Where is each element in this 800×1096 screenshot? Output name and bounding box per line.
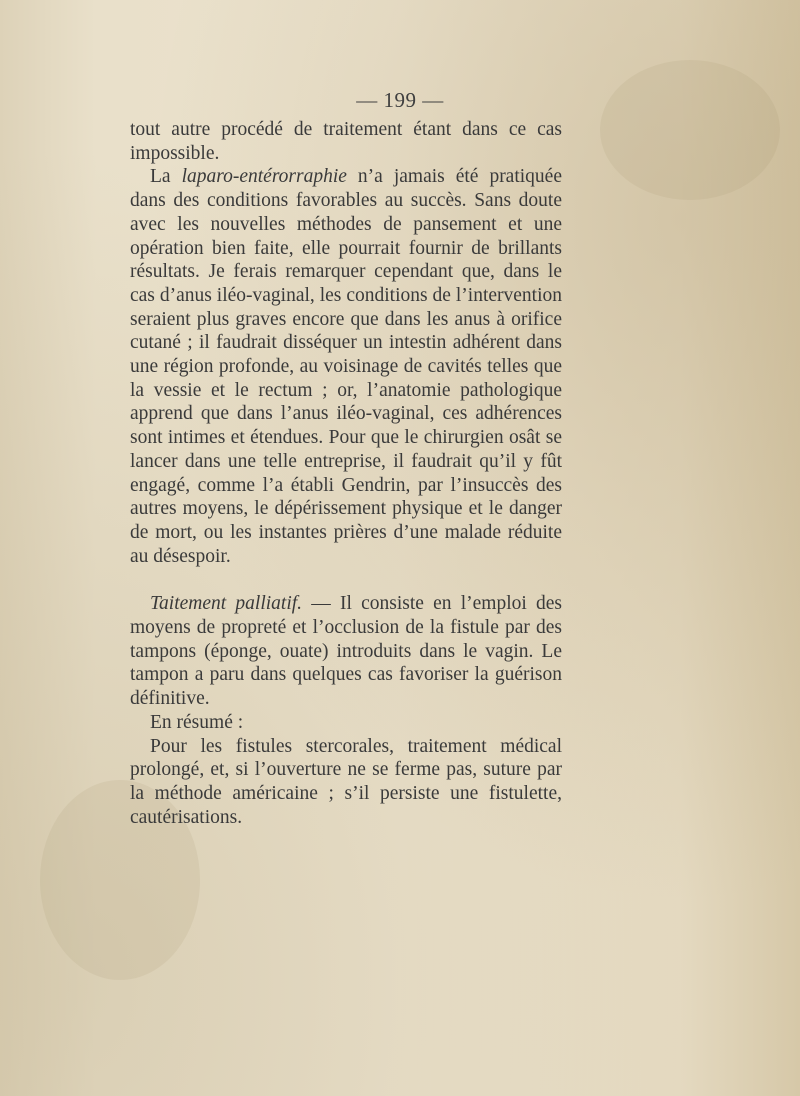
text-segment: En résumé :	[150, 711, 244, 733]
paragraph-gap	[130, 568, 562, 592]
text-segment: Pour les fistules stercorales, traitement médical prolongé, et, si l’ouverture ne se ferme pas, suture par la méthode américaine ; s’il persiste une fistulette, cautérisations.	[130, 735, 562, 828]
paragraph	[130, 592, 562, 711]
paragraph	[130, 711, 562, 735]
paragraph	[130, 735, 562, 830]
text-segment: — Il consiste en l’emploi des moyens de propreté et l’occlusion de la fistule par des tampons (éponge, ouate) introduits dans le vagin. Le tampon a paru dans quelques cas favoriser la guérison définitive.	[130, 593, 562, 710]
page-number: — 199 —	[356, 88, 444, 112]
text-segment: n’a jamais été pratiquée dans des conditions favorables au succès. Sans doute avec les nouvelles méthodes de pansement et une opération bien faite, elle pourrait fournir de brillants résultats. Je ferais remarquer cependant que, dans le cas d’anus iléo-vaginal, les conditions de l’intervention seraient plus graves encore que dans les anus à orifice cutané ; il faudrait disséquer un intestin adhérent dans une région profonde, au voisinage de cavités telles que la vessie et le rectum ; or, l’anatomie pathologique apprend que dans l’anus iléo-vaginal, ces adhérences sont intimes et étendues. Pour que le chirurgien osât se lancer dans une telle entreprise, il faudrait qu’il y fût engagé, comme l’a établi Gendrin, par l’insuccès des autres moyens, le dépérissement physique et le danger de mort, ou les instantes prières d’une malade réduite au désespoir.	[130, 166, 562, 567]
text-segment: tout autre procédé de traitement étant dans ce cas impossible.	[130, 119, 562, 164]
italic-text: Taitement palliatif.	[150, 593, 303, 615]
paragraph	[130, 118, 562, 165]
italic-text: laparo-entérorraphie	[181, 166, 347, 188]
paper-stain	[600, 60, 780, 200]
paragraph	[130, 165, 562, 568]
text-segment: La	[150, 166, 182, 188]
body-text	[130, 118, 562, 829]
